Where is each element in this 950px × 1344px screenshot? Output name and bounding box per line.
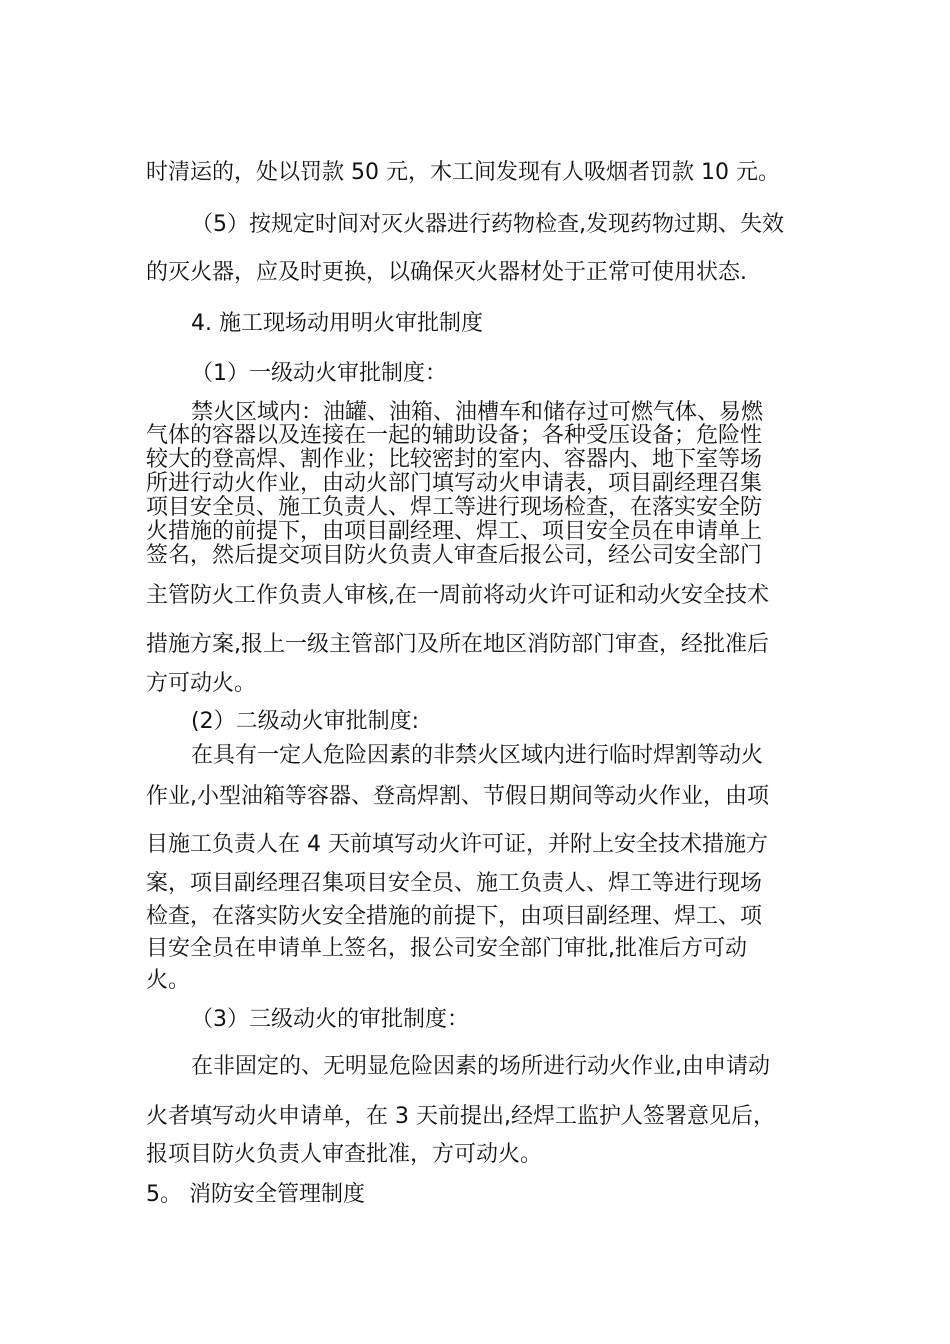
text-line: 较大的登高焊、割作业；比较密封的室内、容器内、地下室等场 xyxy=(146,447,763,472)
text-line: 在非固定的、无明显危险因素的场所进行动火作业,由申请动 xyxy=(191,1054,770,1079)
text-line: 禁火区域内：油罐、油箱、油槽车和储存过可燃气体、易燃 xyxy=(191,400,764,425)
text-line: 目施工负责人在 4 天前填写动火许可证，并附上安全技术措施方 xyxy=(146,832,768,857)
text-line: 主管防火工作负责人审核,在一周前将动火许可证和动火安全技术 xyxy=(146,583,769,608)
text-line: （5）按规定时间对灭火器进行药物检查,发现药物过期、失效 xyxy=(191,212,784,237)
text-line: 所进行动火作业，由动火部门填写动火申请表，项目副经理召集 xyxy=(146,471,763,496)
text-line: 目安全员在申请单上签名，报公司安全部门审批,批准后方可动 xyxy=(146,936,747,961)
text-line: 签名，然后提交项目防火负责人审查后报公司，经公司安全部门 xyxy=(146,543,763,568)
text-line: 案，项目副经理召集项目安全员、施工负责人、焊工等进行现场 xyxy=(146,871,763,896)
text-line: 措施方案,报上一级主管部门及所在地区消防部门审查，经批准后 xyxy=(146,632,769,657)
text-line: 报项目防火负责人审查批准，方可动火。 xyxy=(146,1142,543,1167)
text-line: 火措施的前提下，由项目副经理、焊工、项目安全员在申请单上 xyxy=(146,519,763,544)
text-line: 的灭火器，应及时更换，以确保灭火器材处于正常可使用状态. xyxy=(146,260,747,285)
section-heading: 5。 消防安全管理制度 xyxy=(146,1182,365,1207)
text-line: 方可动火。 xyxy=(146,671,257,696)
section-heading: 4. 施工现场动用明火审批制度 xyxy=(191,311,483,336)
text-line: 气体的容器以及连接在一起的辅助设备；各种受压设备；危险性 xyxy=(146,423,763,448)
text-line: 火者填写动火申请单，在 3 天前提出,经焊工监护人签署意见后， xyxy=(146,1104,775,1129)
subsection-heading: （3）三级动火的审批制度： xyxy=(191,1007,469,1032)
text-line: 火。 xyxy=(146,968,191,993)
text-line: 作业,小型油箱等容器、登高焊割、节假日期间等动火作业，由项 xyxy=(146,784,769,809)
text-line: 检查，在落实防火安全措施的前提下，由项目副经理、焊工、项 xyxy=(146,904,763,929)
text-line: 时清运的，处以罚款 50 元，木工间发现有人吸烟者罚款 10 元。 xyxy=(146,160,780,185)
text-line: 在具有一定人危险因素的非禁火区域内进行临时焊割等动火 xyxy=(191,743,764,768)
text-line: 项目安全员、施工负责人、焊工等进行现场检查，在落实安全防 xyxy=(146,495,763,520)
subsection-heading: (2）二级动火审批制度: xyxy=(191,709,419,734)
subsection-heading: （1）一级动火审批制度： xyxy=(191,361,447,386)
